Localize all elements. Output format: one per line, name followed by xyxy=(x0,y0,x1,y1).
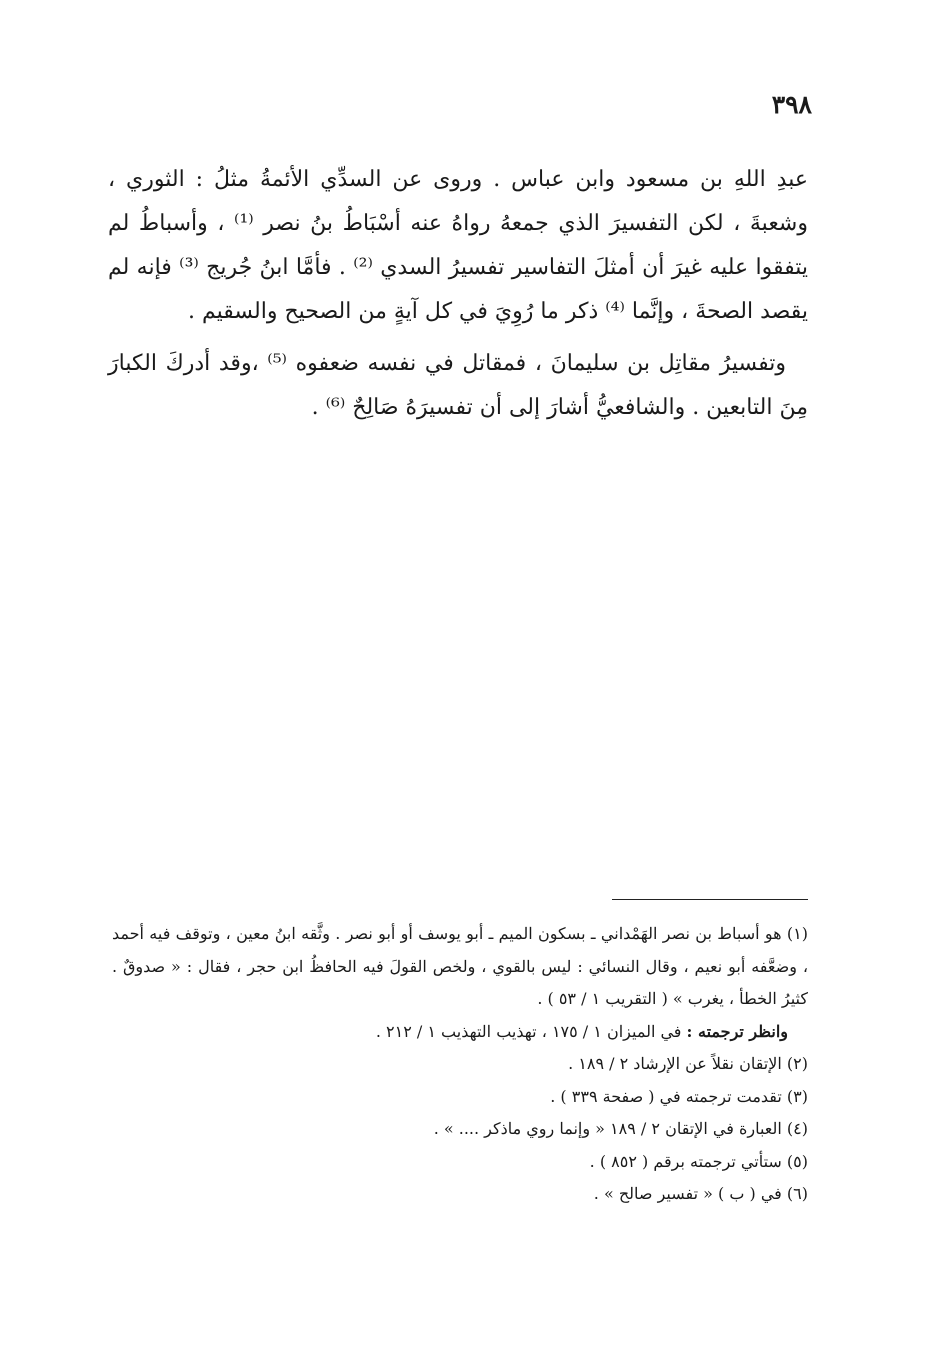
body-paragraph-1: عبدِ اللهِ بن مسعود وابن عباس . وروى عن السدِّي الأئمةُ مثلُ : الثوري ، وشعبةَ ، لكن التفسيرَ الذي جمعهُ رواهُ عنه أسْبَاطُ بنُ نصر ⁽¹⁾ ، وأسباطُ لم يتفقوا عليه غيرَ أن أمثلَ التفاسير تفسيرُ السدي ⁽²⁾ . فأمَّا ابنُ جُريج ⁽³⁾ فإنه لم يقصد الصحةَ ، وإنَّما ⁽⁴⁾ ذكر ما رُوِيَ في كل آيةٍ من الصحيح والسقيم . xyxy=(108,167,808,324)
footnote-divider xyxy=(612,899,808,900)
footnotes xyxy=(112,918,808,1211)
footnote-1-see-also xyxy=(112,1016,808,1049)
footnote-6: (٦) في ( ب ) « تفسير صالح » . xyxy=(593,1184,808,1203)
footnote-see-also-lead: وانظر ترجمته : xyxy=(686,1021,788,1041)
footnote-see-also-text: في الميزان ١ / ١٧٥ ، تهذيب التهذيب ١ / ٢١٢ . xyxy=(375,1021,687,1041)
footnote-3: (٣) تقدمت ترجمته في ( صفحة ٣٣٩ ) . xyxy=(550,1086,808,1106)
page-number: ٣٩٨ xyxy=(771,90,812,119)
footnote-5: (٥) ستأتي ترجمته برقم ( ٨٥٢ ) . xyxy=(589,1151,808,1171)
main-text xyxy=(108,158,808,430)
body-paragraph-2: وتفسيرُ مقاتِل بن سليمانَ ، فمقاتل في نفسه ضعفوه ⁽⁵⁾ ،وقد أدركَ الكبارَ مِنَ التابعين . والشافعيُّ أشارَ إلى أن تفسيرَهُ صَالِحٌ ⁽⁶⁾ . xyxy=(108,351,808,420)
footnote-4: (٤) العبارة في الإتقان ٢ / ١٨٩ « وإنما روي ماذكر .... » . xyxy=(433,1119,808,1138)
footnote-2: (٢) الإتقان نقلاً عن الإرشاد ٢ / ١٨٩ . xyxy=(568,1054,808,1073)
footnote-1: (١) هو أسباط بن نصر الهَمْداني ـ بسكون الميم ـ أبو يوسف أو أبو نصر . وثَّقه ابنُ معين ، وتوقف فيه أحمد ، وضعَّفه أبو نعيم ، وقال النسائي : ليس بالقوي ، ولخص القولَ فيه الحافظُ ابن حجر ، فقال : « صدوقٌ . كثيرُ الخطأ ، يغرب » ( التقريب ١ / ٥٣ ) . xyxy=(112,924,808,1008)
